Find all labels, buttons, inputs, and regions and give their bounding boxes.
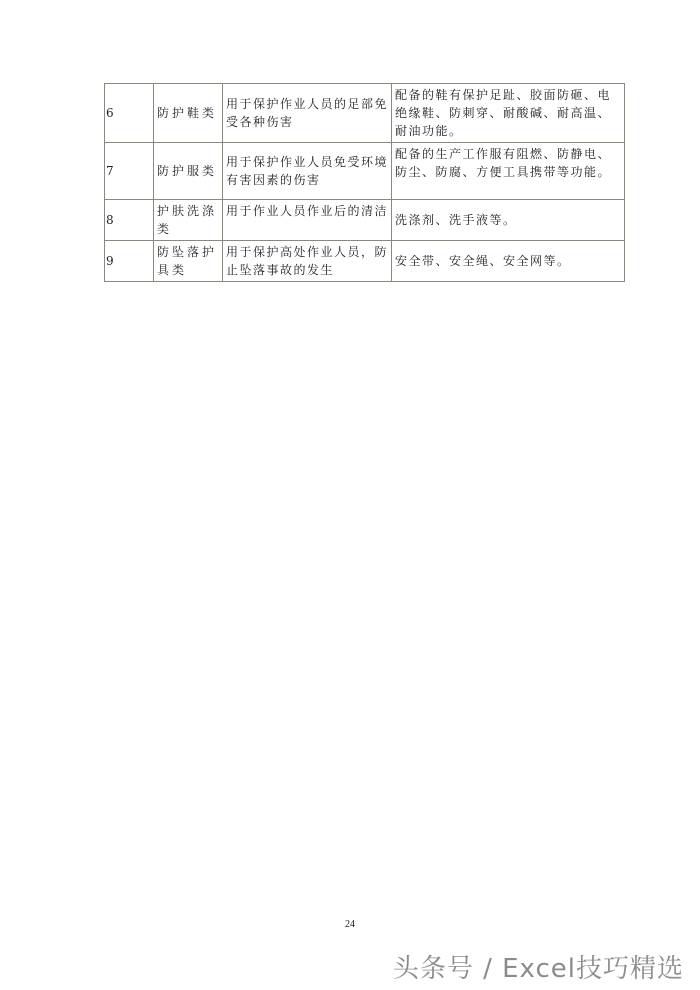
table-row: [105, 143, 625, 200]
purpose-cell: 用于作业人员作业后的清洁: [223, 200, 392, 241]
row-number: 6: [105, 84, 154, 143]
page-number: 24: [345, 919, 355, 930]
table-row: [105, 241, 625, 282]
row-number: 8: [105, 200, 154, 241]
description-cell: 洗涤剂、洗手液等。: [392, 200, 625, 241]
table-row: [105, 200, 625, 241]
description-cell: 配备的生产工作服有阻燃、防静电、防尘、防腐、方便工具携带等功能。: [392, 143, 625, 200]
watermark: 头条号 / Excel技巧精选: [392, 954, 684, 984]
row-number: 7: [105, 143, 154, 200]
table-row: [105, 84, 625, 143]
category-cell: 防坠落护具类: [154, 241, 223, 282]
category-cell: 防护服类: [154, 143, 223, 200]
category-cell: 防护鞋类: [154, 84, 223, 143]
ppe-table: [104, 83, 625, 282]
purpose-cell: 用于保护高处作业人员，防止坠落事故的发生: [223, 241, 392, 282]
category-cell: 护肤洗涤类: [154, 200, 223, 241]
description-cell: 配备的鞋有保护足趾、胶面防砸、电绝缘鞋、防刺穿、耐酸碱、耐高温、耐油功能。: [392, 84, 625, 143]
purpose-cell: 用于保护作业人员免受环境有害因素的伤害: [223, 143, 392, 200]
purpose-cell: 用于保护作业人员的足部免受各种伤害: [223, 84, 392, 143]
description-cell: 安全带、安全绳、安全网等。: [392, 241, 625, 282]
row-number: 9: [105, 241, 154, 282]
